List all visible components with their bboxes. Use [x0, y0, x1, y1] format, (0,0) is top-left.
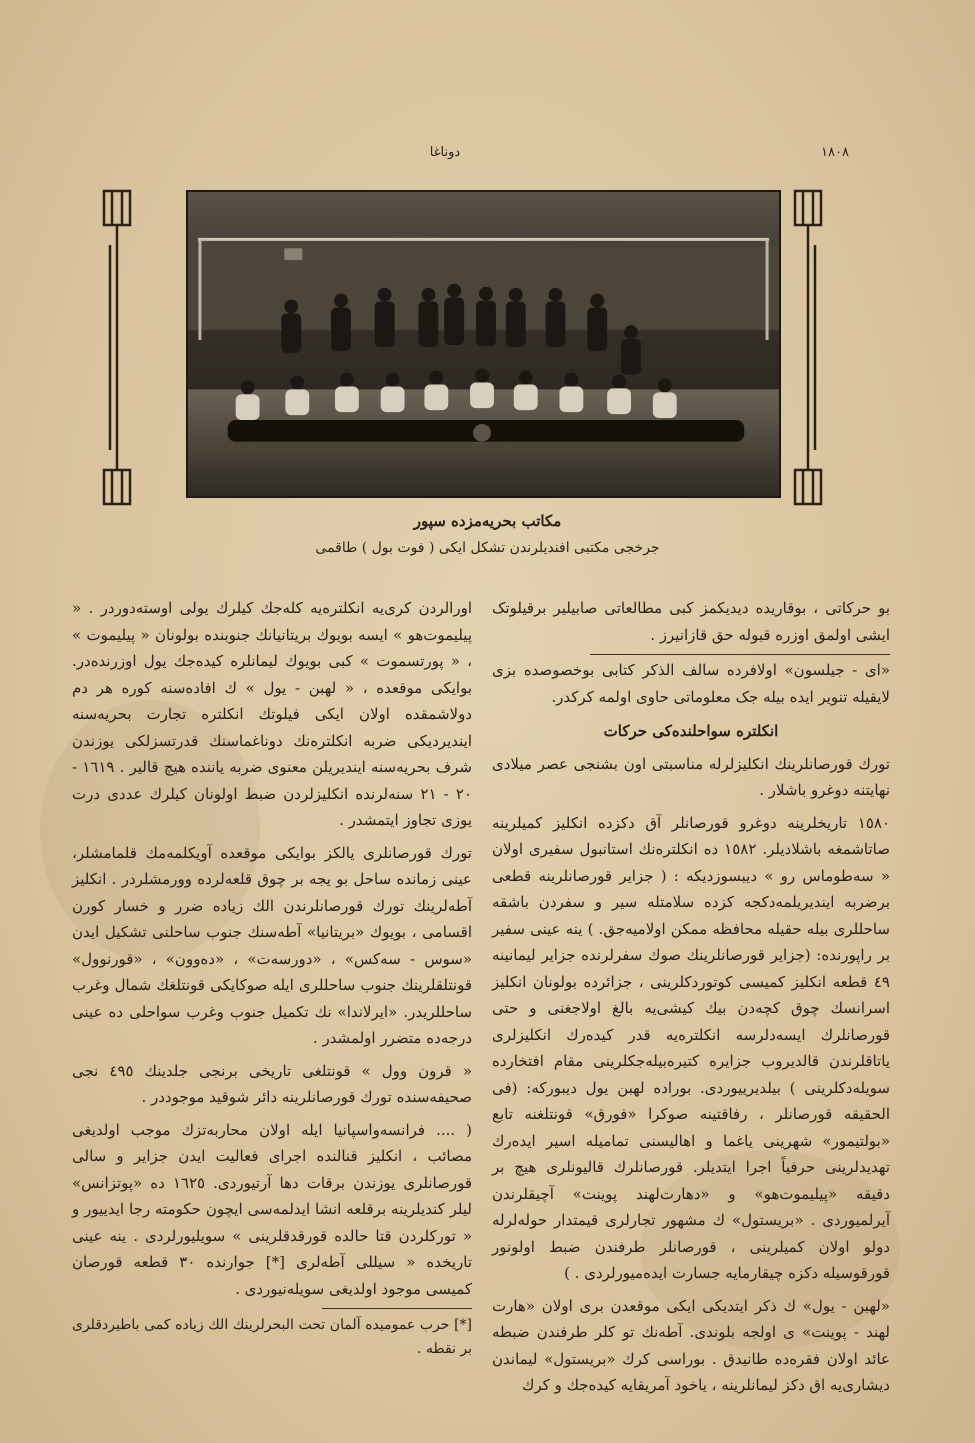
footnote-rule [322, 1308, 472, 1309]
paragraph: تورك قورصانلرینك انکلیزلرله مناسبتی اون بشنجی عصر میلادی نهایتنه دوغرو باشلار . [492, 754, 890, 799]
divider [590, 654, 890, 655]
paragraph: «ای - جیلسون» اولافرده سالف الذکر کتابی بوخصوصده بزی لایقیله تنویر ایده بیله جک معلوماتی حاوی اولمه کرکدر. [492, 661, 890, 706]
paragraph: « قرون وول » قونتلغی تاریخی برنجی جلدینك ٤٩٥ نجی صحیفه‌سنده تورك قورصانلرینه دائر شوقید موجوددر . [72, 1061, 472, 1106]
ornament-left [98, 185, 136, 510]
paragraph: تورك قورصانلری یالکز بوایکی موقعده آویکلمه‌مك قلمامشلر، عینی زمانده ساحل بو یجه بر چوق قلعه‌لرده وورمشلردر . انکلیز آطه‌لرینك تورك قورصانلرندن الك زیاده ضرر و خسار کورن اقسامی ، بویوك «بریتانیا» آطه‌سنك جنوب ساحلنی تشکیل ایدن «سوس - سه‌کس» ، «دورسه‌ت» ، «ده‌وون» ، «قورنوول» قونتلقلرینك جنوب ساحللری ایله صوکایکی قونتلغك شمال وغرب ساحللریدر. «ایرلاندا» نك تکمیل جنوب وغرب سواحلی ده عینی درجه‌ده متضرر اولمشدر . [72, 843, 472, 1047]
page-number: ١٨٠٨ [821, 145, 849, 160]
photo-caption-title: مکاتب بحریه‌مزده سپور [413, 512, 562, 530]
paragraph: «لهبن - یول» ك ذکر ایتدیکی ایکی موقعدن بری اولان «هارت لهند - پوینت» ی اولجه بلوندی. آطه‌نك تو کلر طرفندن ضبطه عائد اولان فقره‌ده طانیدق . بوراسی کرك «بریستول» لیماندن دیشاری‌یه اق دکز لیمانلرینه ، یاخود آمریقایه کیده‌جك و کرك [492, 1296, 890, 1394]
journal-title: دوناغا [429, 145, 461, 160]
section-heading: انکلتره سواحلنده‌کی حرکات [603, 722, 779, 740]
paragraph: ١٥٨٠ تاریخلرینه دوغرو قورصانلر آق دکزده انکلیز کمیلرینه صاتاشمغه باشلادیلر. ١٥٨٢ ده انکلتره‌نك استانبول سفیری اولان « سه‌طوماس رو » دیبسوزدیکه : ( جزایر قورصانلرینه قطعی برضربه ایندیریلمه‌دکجه کزده سلامتله سیر و سفردن باشقه ساحللری بیله حقیله محافظه ممکن اولامیه‌جق. ) ینه عینی سفیر بر راپورنده: (جزایر قورصانلرینك صوك سفرلرنده جزایر لیمانینه ٤٩ قطعه انکلیز کمیسی کوتوردکلرینی ، جزائرده بولونان انکلیز اسرانسك چوق کچه‌دن بیك کیشی‌یه بالغ اولاجغنی و حتی قورصانلرك ایسه‌دلرسه انکلتره‌یه قدر کیده‌رك انکلیزلری یاتاقلرندن قالدیروب جزایره کتیره‌بیله‌جکلرینی مقام افتخارده سویله‌دکلرینی ) بیلدیرییوردی. بوراده لهبن یول دیبورکه: (فی الحقیقه قورصانلر ، رفاقتینه صوکرا «فورق» قونتلغنه تابع «بولتیمور» شهرینی یاغما و اهالیسنی تمامیله اسیر ایده‌رك تهدیدلرینی حرفیاً اجرا ایتدیلر. قورصانلرك قالیونلری هیچ بر دقیقه «پیلیموت‌هو» و «دهارت‌لهند پوینت» آچیقلرندن آیرلمیوردی . «بریستول» ك مشهور تجارلری قیمتدار حوله‌لرله دولو اولان کمیلرینی ، قورصانلر طرفندن ضبط اولونور قورقوسیله دکزه چیقارمایه جسارت ایده‌میورلردی . ) [492, 813, 890, 1282]
team-photo [186, 190, 781, 498]
paragraph: بو حرکاتی ، بوقاریده دیدیکمز کبی مطالعاتی صابیلیر برقیلوتک ایشی اولمق اوزره قبوله حق قازانیرز . [492, 599, 890, 644]
paragraph: ( .... فرانسه‌واسپانیا ایله اولان محاربه‌تزك موجب اولدیغی مصائب ، انکلیز قنالنده اجرای فعالیت ایدن جزایر و سالی قورصانلری یوزندن برقات دها آرتیوردی. ١٦٢٥ ده «پوتزانس» لیلر کندیلرینه برقلعه انشا ایدلمه‌سی ایچون حکومته رجا ایدییور و « تورکلردن قتا حالده قورقدقلرینی » سویلیورلردی . ینه عینی تاریخده « سیللی آطه‌لری [*] جوارنده ٣٠ قطعه قورصان کمیسی موجود اولدیغی سویله‌نیوردی . [72, 1120, 472, 1298]
ornament-right [789, 185, 827, 510]
paragraph: اورالردن کری‌یه انکلتره‌یه کله‌جك کیلرك یولی اوسته‌دوردر . « پیلیموت‌هو » ایسه بویوك بریتانیانك جنوبنده بولونان « پیلیموت » ، « پورتسموت » کبی بویوك لیمانلره کیده‌جك یول اوزرنده‌در. بوایکی موقعده ، « لهبن - یول » ك افاده‌سنه کوره هر دم دولاشمقده اولان ایکی فیلوتك انکلتره تجارت بحریه‌سنه ایندیردیکی ضربه انکلتره‌نك دوناغماسنك قدرتسزلکی یوزندن شرف بحریه‌سنه ایندیریلن معنوی ضربه یاننده هیچ قالیر . ١٦١٩ - ٢٠ - ٢١ سنه‌لرنده انکلیزلردن ضبط اولونان کیلرك عددی درت یوزی تجاوز ایتمشدر . [72, 599, 473, 829]
right-column [492, 595, 890, 1405]
left-column [72, 595, 472, 1367]
photo-caption-subtitle: جرخجی مکتبی افندیلرندن تشکل ایکی ( فوت بول ) طاقمی [315, 540, 660, 556]
footnote: [*] حرب عمومیده آلمان تحت البحرلرینك الك زیاده کمی باطیردقلری بر نقطه . [72, 1317, 472, 1357]
